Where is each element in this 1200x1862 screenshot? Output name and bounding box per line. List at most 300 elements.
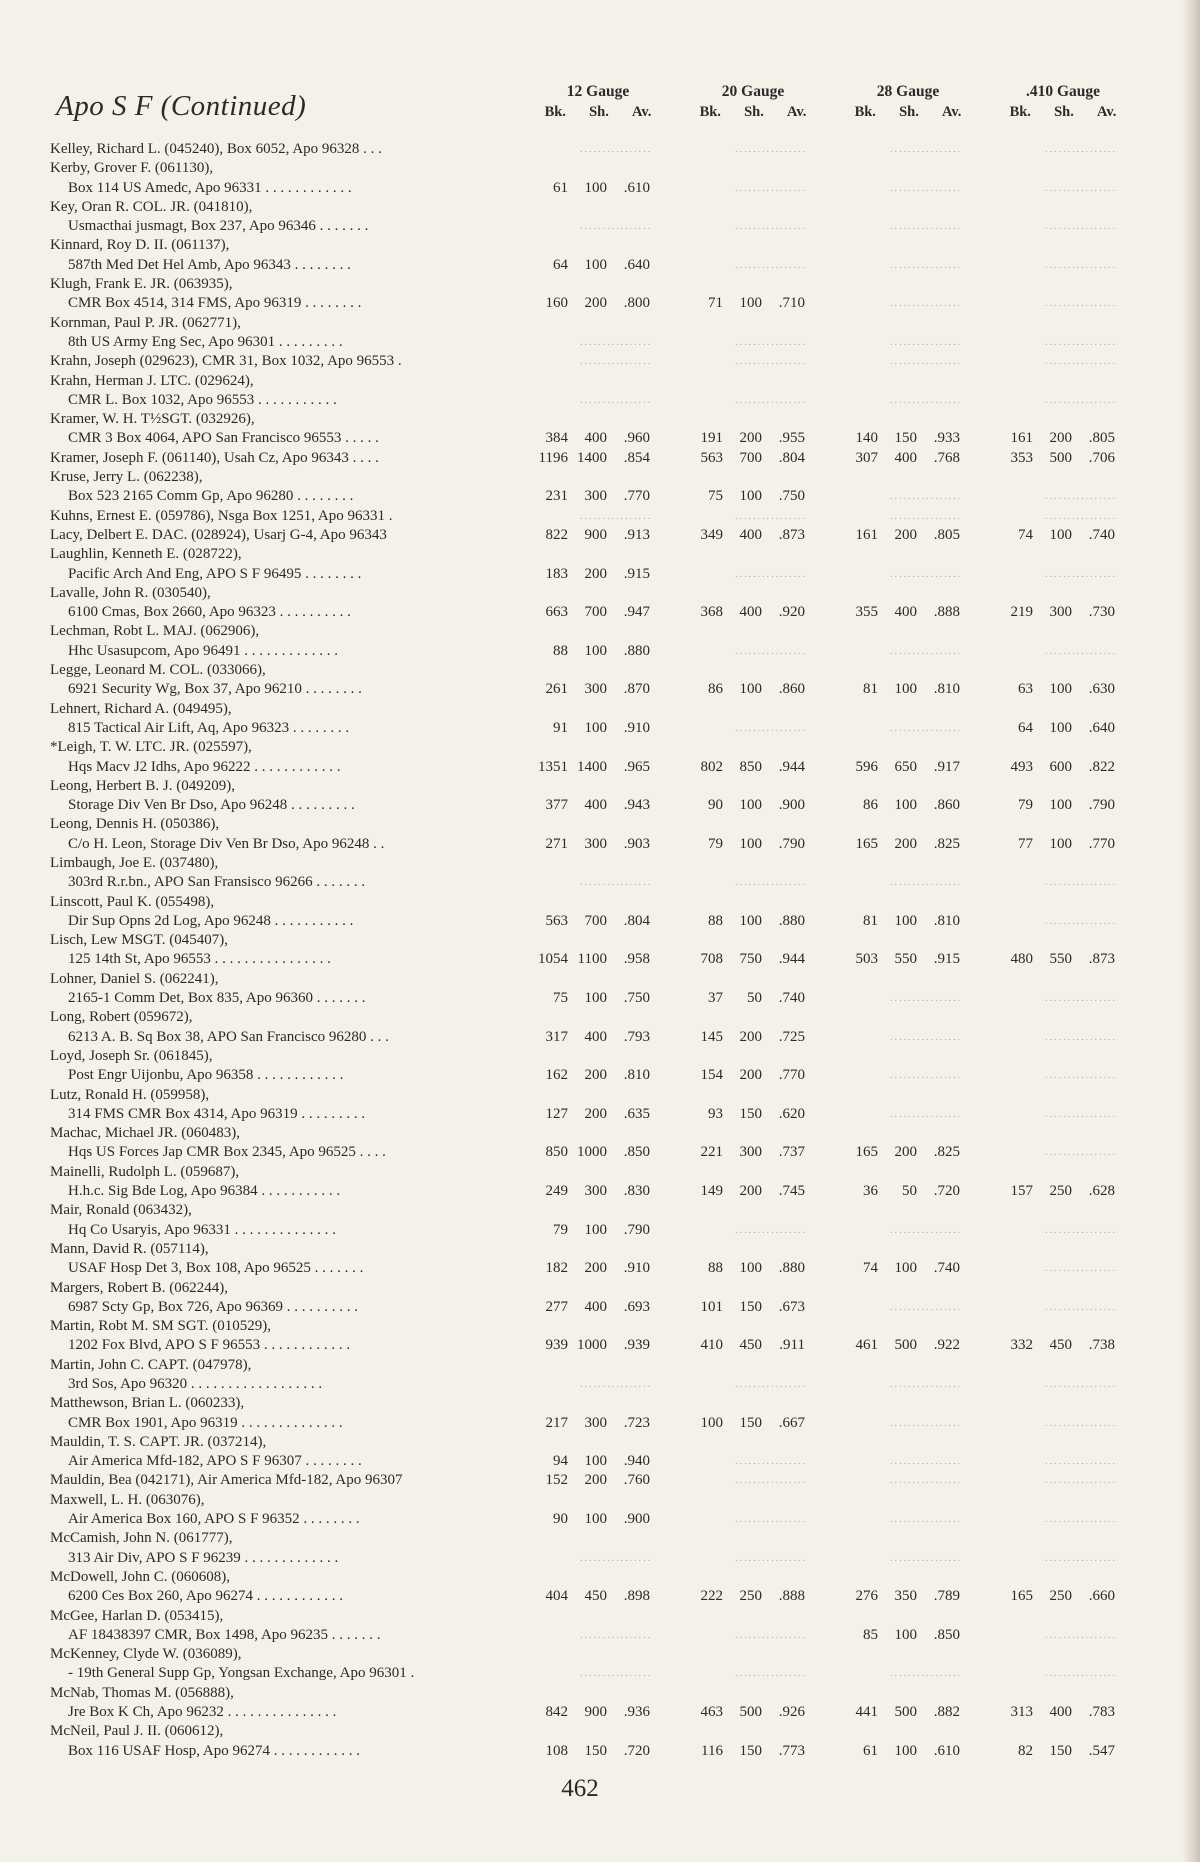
- score-average: .965: [623, 758, 650, 775]
- score-shot: 100: [739, 797, 762, 814]
- entry-address-line: [0, 835, 1200, 854]
- entry-name: Matthewson, Brian L. (060233),: [50, 1395, 245, 1412]
- score-average: .911: [779, 1337, 805, 1354]
- entry-name: Kuhns, Ernest E. (059786), Nsga Box 1251, Apo 96331 .: [50, 507, 393, 524]
- empty-score-dots: . . . . . . . . . . . . . . . .: [890, 993, 960, 1004]
- entry-address-line: [0, 179, 1200, 198]
- score-average: .810: [623, 1067, 650, 1084]
- entry-address-line: [0, 603, 1200, 622]
- score-broken: 1351: [538, 758, 568, 775]
- empty-score-dots: . . . . . . . . . . . . . . . .: [890, 722, 960, 733]
- score-shot: 100: [1049, 526, 1072, 543]
- entry-address: CMR Box 4514, 314 FMS, Apo 96319 . . . . . . . .: [68, 295, 362, 312]
- score-shot: 700: [584, 604, 607, 621]
- empty-score-dots: . . . . . . . . . . . . . . . .: [735, 510, 805, 521]
- score-shot: 300: [1049, 604, 1072, 621]
- score-shot: 1100: [577, 951, 607, 968]
- entry-address-line: [0, 391, 1200, 410]
- empty-score-dots: . . . . . . . . . . . . . . . .: [1045, 221, 1115, 232]
- score-broken: 271: [545, 835, 568, 852]
- score-average: .910: [623, 1260, 650, 1277]
- empty-score-dots: . . . . . . . . . . . . . . . .: [1045, 394, 1115, 405]
- score-average: .873: [778, 526, 805, 543]
- score-average: .667: [778, 1414, 805, 1431]
- score-average: .640: [1088, 719, 1115, 736]
- score-average: .955: [778, 430, 805, 447]
- score-average: .940: [623, 1453, 650, 1470]
- score-broken: 81: [863, 681, 878, 698]
- score-broken: 842: [545, 1704, 568, 1721]
- col-sh: Sh.: [1054, 104, 1074, 120]
- score-shot: 200: [739, 430, 762, 447]
- entry-name: Leong, Herbert B. J. (049209),: [50, 777, 235, 794]
- page-number: 462: [561, 1775, 599, 1802]
- score-shot: 100: [739, 1260, 762, 1277]
- score-shot: 400: [894, 449, 917, 466]
- score-broken: 708: [700, 951, 723, 968]
- score-broken: 108: [545, 1742, 568, 1759]
- score-broken: 231: [545, 488, 568, 505]
- score-broken: 86: [708, 681, 723, 698]
- empty-score-dots: . . . . . . . . . . . . . . . .: [735, 1514, 805, 1525]
- score-average: .770: [778, 1067, 805, 1084]
- entry-name: *Leigh, T. W. LTC. JR. (025597),: [50, 739, 252, 756]
- score-shot: 100: [1049, 681, 1072, 698]
- entry-name: Limbaugh, Joe E. (037480),: [50, 854, 219, 871]
- score-broken: 596: [855, 758, 878, 775]
- entry-address: 125 14th St, Apo 96553 . . . . . . . . . . . . . . . .: [68, 951, 331, 968]
- score-average: .947: [623, 604, 650, 621]
- score-average: .723: [623, 1414, 650, 1431]
- score-average: .913: [623, 526, 650, 543]
- entry-address-line: [0, 1066, 1200, 1085]
- score-average: .770: [1088, 835, 1115, 852]
- score-broken: 152: [545, 1472, 568, 1489]
- empty-score-dots: . . . . . . . . . . . . . . . .: [890, 877, 960, 888]
- empty-score-dots: . . . . . . . . . . . . . . . .: [735, 1456, 805, 1467]
- entry-name: Lacy, Delbert E. DAC. (028924), Usarj G-4, Apo 96343: [50, 526, 387, 543]
- col-bk: Bk.: [1009, 104, 1031, 120]
- entry-name: Laughlin, Kenneth E. (028722),: [50, 546, 242, 563]
- entry-address-line: [0, 1510, 1200, 1529]
- entry-address: CMR L. Box 1032, Apo 96553 . . . . . . . . . . .: [68, 391, 337, 408]
- score-shot: 200: [1049, 430, 1072, 447]
- empty-score-dots: . . . . . . . . . . . . . . . .: [735, 568, 805, 579]
- score-shot: 150: [739, 1414, 762, 1431]
- col-sh: Sh.: [589, 104, 609, 120]
- score-broken: 79: [1018, 797, 1033, 814]
- score-broken: 441: [855, 1704, 878, 1721]
- score-shot: 500: [894, 1337, 917, 1354]
- entry-name-line: [0, 931, 1200, 950]
- empty-score-dots: . . . . . . . . . . . . . . . .: [1045, 915, 1115, 926]
- score-average: .850: [933, 1626, 960, 1643]
- score-shot: 150: [1049, 1742, 1072, 1759]
- score-average: .800: [623, 295, 650, 312]
- entry-name: Leong, Dennis H. (050386),: [50, 816, 220, 833]
- empty-score-dots: . . . . . . . . . . . . . . . .: [1045, 1031, 1115, 1042]
- col-av: Av.: [1096, 104, 1117, 120]
- score-shot: 200: [584, 295, 607, 312]
- score-shot: 200: [894, 835, 917, 852]
- score-broken: 88: [708, 1260, 723, 1277]
- score-broken: 149: [700, 1183, 723, 1200]
- empty-score-dots: . . . . . . . . . . . . . . . .: [1045, 336, 1115, 347]
- score-shot: 200: [584, 1472, 607, 1489]
- entry-name-line: [0, 893, 1200, 912]
- entry-address-line: [0, 873, 1200, 892]
- score-shot: 300: [739, 1144, 762, 1161]
- score-average: .825: [933, 835, 960, 852]
- empty-score-dots: . . . . . . . . . . . . . . . .: [890, 1031, 960, 1042]
- entry-name-line: [0, 700, 1200, 719]
- score-broken: 384: [545, 430, 568, 447]
- entry-address-line: [0, 1626, 1200, 1645]
- score-average: .745: [778, 1183, 805, 1200]
- entry-address-line: [0, 1298, 1200, 1317]
- score-average: .740: [1088, 526, 1115, 543]
- empty-score-dots: . . . . . . . . . . . . . . . .: [580, 1629, 650, 1640]
- score-shot: 100: [584, 1511, 607, 1528]
- score-average: .900: [778, 797, 805, 814]
- entry-name: Kelley, Richard L. (045240), Box 6052, Apo 96328 . . .: [50, 141, 382, 157]
- entry-name-line: [0, 661, 1200, 680]
- score-broken: 79: [708, 835, 723, 852]
- entry-address: - 19th General Supp Gp, Yongsan Exchange, Apo 96301 .: [68, 1665, 415, 1682]
- score-broken: 313: [1010, 1704, 1033, 1721]
- score-broken: 88: [708, 912, 723, 929]
- score-shot: 750: [739, 951, 762, 968]
- empty-score-dots: . . . . . . . . . . . . . . . .: [1045, 1456, 1115, 1467]
- empty-score-dots: . . . . . . . . . . . . . . . .: [735, 394, 805, 405]
- score-shot: 100: [584, 179, 607, 196]
- empty-score-dots: . . . . . . . . . . . . . . . .: [890, 394, 960, 405]
- empty-score-dots: . . . . . . . . . . . . . . . .: [735, 1475, 805, 1486]
- score-shot: 400: [584, 1028, 607, 1045]
- score-average: .810: [933, 912, 960, 929]
- empty-score-dots: . . . . . . . . . . . . . . . .: [580, 1668, 650, 1679]
- entry-name-line: [0, 352, 1200, 371]
- score-broken: 94: [553, 1453, 568, 1470]
- entry-address: 6213 A. B. Sq Box 38, APO San Francisco 96280 . . .: [68, 1028, 389, 1045]
- score-shot: 550: [894, 951, 917, 968]
- score-broken: 154: [700, 1067, 723, 1084]
- entry-address-line: [0, 333, 1200, 352]
- empty-score-dots: . . . . . . . . . . . . . . . .: [1045, 1070, 1115, 1081]
- score-shot: 200: [584, 1260, 607, 1277]
- empty-score-dots: . . . . . . . . . . . . . . . .: [1045, 259, 1115, 270]
- entry-address: Box 116 USAF Hosp, Apo 96274 . . . . . . . . . . . .: [68, 1742, 360, 1759]
- score-shot: 100: [739, 912, 762, 929]
- score-average: .789: [933, 1588, 960, 1605]
- score-shot: 600: [1049, 758, 1072, 775]
- score-shot: 100: [584, 990, 607, 1007]
- entry-name-line: [0, 584, 1200, 603]
- entry-name: Krahn, Joseph (029623), CMR 31, Box 1032, Apo 96553 .: [50, 353, 402, 370]
- empty-score-dots: . . . . . . . . . . . . . . . .: [1045, 1668, 1115, 1679]
- score-broken: 127: [545, 1105, 568, 1122]
- entry-name-line: [0, 1394, 1200, 1413]
- score-average: .740: [933, 1260, 960, 1277]
- empty-score-dots: . . . . . . . . . . . . . . . .: [890, 491, 960, 502]
- score-average: .898: [623, 1588, 650, 1605]
- entry-name-line: [0, 507, 1200, 526]
- entry-address-line: [0, 642, 1200, 661]
- entry-address: 815 Tactical Air Lift, Aq, Apo 96323 . . . . . . . .: [68, 719, 350, 736]
- empty-score-dots: . . . . . . . . . . . . . . . .: [580, 394, 650, 405]
- empty-score-dots: . . . . . . . . . . . . . . . .: [1045, 1552, 1115, 1563]
- entry-name-line: [0, 1491, 1200, 1510]
- gauge-header-28: [843, 82, 973, 122]
- entry-address-line: [0, 1452, 1200, 1471]
- score-shot: 450: [584, 1588, 607, 1605]
- score-average: .693: [623, 1298, 650, 1315]
- score-average: .910: [623, 719, 650, 736]
- score-broken: 317: [545, 1028, 568, 1045]
- entry-name-line: [0, 1240, 1200, 1259]
- score-average: .804: [778, 449, 805, 466]
- empty-score-dots: . . . . . . . . . . . . . . . .: [1045, 510, 1115, 521]
- gauge-label: 12 Gauge: [566, 83, 630, 100]
- empty-score-dots: . . . . . . . . . . . . . . . .: [890, 336, 960, 347]
- score-average: .860: [933, 797, 960, 814]
- empty-score-dots: . . . . . . . . . . . . . . . .: [735, 182, 805, 193]
- score-broken: 377: [545, 797, 568, 814]
- entry-name: Kramer, W. H. T½SGT. (032926),: [50, 411, 255, 428]
- score-shot: 700: [584, 912, 607, 929]
- score-broken: 1196: [538, 449, 568, 466]
- empty-score-dots: . . . . . . . . . . . . . . . .: [890, 1552, 960, 1563]
- empty-score-dots: . . . . . . . . . . . . . . . .: [890, 510, 960, 521]
- entry-name-line: [0, 1568, 1200, 1587]
- score-average: .915: [623, 565, 650, 582]
- empty-score-dots: . . . . . . . . . . . . . . . .: [890, 568, 960, 579]
- score-average: .936: [623, 1704, 650, 1721]
- entry-name: McGee, Harlan D. (053415),: [50, 1607, 224, 1624]
- empty-score-dots: . . . . . . . . . . . . . . . .: [890, 298, 960, 309]
- score-shot: 100: [1049, 835, 1072, 852]
- entry-address: 3rd Sos, Apo 96320 . . . . . . . . . . . . . . . . . .: [68, 1376, 323, 1392]
- entry-name: Martin, Robt M. SM SGT. (010529),: [50, 1318, 271, 1335]
- entry-address-line: [0, 1259, 1200, 1278]
- score-broken: 161: [855, 526, 878, 543]
- empty-score-dots: . . . . . . . . . . . . . . . .: [890, 1475, 960, 1486]
- score-shot: 100: [739, 835, 762, 852]
- empty-score-dots: . . . . . . . . . . . . . . . .: [735, 144, 805, 154]
- score-shot: 200: [739, 1067, 762, 1084]
- empty-score-dots: . . . . . . . . . . . . . . . .: [890, 182, 960, 193]
- empty-score-dots: . . . . . . . . . . . . . . . .: [580, 221, 650, 232]
- empty-score-dots: . . . . . . . . . . . . . . . .: [1045, 1629, 1115, 1640]
- empty-score-dots: . . . . . . . . . . . . . . . .: [1045, 298, 1115, 309]
- entry-name: Kinnard, Roy D. II. (061137),: [50, 237, 230, 254]
- empty-score-dots: . . . . . . . . . . . . . . . .: [580, 144, 650, 154]
- empty-score-dots: . . . . . . . . . . . . . . . .: [735, 1629, 805, 1640]
- empty-score-dots: . . . . . . . . . . . . . . . .: [735, 336, 805, 347]
- entry-name: Lohner, Daniel S. (062241),: [50, 970, 219, 987]
- score-average: .750: [778, 488, 805, 505]
- score-shot: 150: [739, 1742, 762, 1759]
- score-broken: 307: [855, 449, 878, 466]
- score-shot: 200: [739, 1028, 762, 1045]
- score-broken: 410: [700, 1337, 723, 1354]
- empty-score-dots: . . . . . . . . . . . . . . . .: [580, 336, 650, 347]
- score-average: .804: [623, 912, 650, 929]
- score-broken: 480: [1010, 951, 1033, 968]
- score-shot: 400: [894, 604, 917, 621]
- col-av: Av.: [786, 104, 807, 120]
- empty-score-dots: . . . . . . . . . . . . . . . .: [890, 1379, 960, 1389]
- entry-name: Klugh, Frank E. JR. (063935),: [50, 276, 233, 293]
- score-average: .628: [1088, 1183, 1115, 1200]
- gauge-header-12: [533, 82, 663, 122]
- entry-address: Air America Box 160, APO S F 96352 . . . . . . . .: [68, 1511, 360, 1528]
- entry-name: Loyd, Joseph Sr. (061845),: [50, 1047, 213, 1064]
- score-broken: 79: [553, 1221, 568, 1238]
- entries-list: [0, 140, 1200, 1761]
- score-shot: 450: [1049, 1337, 1072, 1354]
- entry-address: Dir Sup Opns 2d Log, Apo 96248 . . . . . . . . . . .: [68, 912, 354, 929]
- entry-address: Post Engr Uijonbu, Apo 96358 . . . . . . . . . . . .: [68, 1067, 344, 1084]
- entry-address: Jre Box K Ch, Apo 96232 . . . . . . . . . . . . . . .: [68, 1704, 337, 1721]
- score-average: .710: [778, 295, 805, 312]
- score-broken: 160: [545, 295, 568, 312]
- score-broken: 101: [700, 1298, 723, 1315]
- entry-address-line: [0, 1742, 1200, 1761]
- empty-score-dots: . . . . . . . . . . . . . . . .: [890, 1668, 960, 1679]
- entry-address-line: [0, 1549, 1200, 1568]
- entry-name-line: [0, 1529, 1200, 1548]
- empty-score-dots: . . . . . . . . . . . . . . . .: [1045, 1263, 1115, 1274]
- entry-name: Lavalle, John R. (030540),: [50, 584, 211, 601]
- empty-score-dots: . . . . . . . . . . . . . . . .: [580, 1552, 650, 1563]
- score-shot: 300: [584, 681, 607, 698]
- score-broken: 221: [700, 1144, 723, 1161]
- entry-name-line: [0, 777, 1200, 796]
- empty-score-dots: . . . . . . . . . . . . . . . .: [580, 356, 650, 367]
- score-average: .706: [1088, 449, 1115, 466]
- entry-name-line: [0, 1317, 1200, 1336]
- entry-address: Box 523 2165 Comm Gp, Apo 96280 . . . . . . . .: [68, 488, 354, 505]
- score-average: .882: [933, 1704, 960, 1721]
- entry-name-line: [0, 854, 1200, 873]
- score-shot: 550: [1049, 951, 1072, 968]
- score-shot: 300: [584, 1183, 607, 1200]
- entry-name-line: [0, 159, 1200, 178]
- score-shot: 100: [894, 1742, 917, 1759]
- gauge-header-20: [688, 82, 818, 122]
- entry-name-line: [0, 449, 1200, 468]
- score-broken: 802: [700, 758, 723, 775]
- score-broken: 563: [545, 912, 568, 929]
- score-shot: 250: [1049, 1588, 1072, 1605]
- entry-name-line: [0, 622, 1200, 641]
- score-broken: 86: [863, 797, 878, 814]
- entry-name: Mauldin, T. S. CAPT. JR. (037214),: [50, 1433, 267, 1450]
- score-shot: 400: [584, 1298, 607, 1315]
- score-average: .888: [778, 1588, 805, 1605]
- entry-address: Hhc Usasupcom, Apo 96491 . . . . . . . . . . . . .: [68, 642, 338, 659]
- score-average: .939: [623, 1337, 650, 1354]
- score-broken: 36: [863, 1183, 878, 1200]
- score-shot: 250: [1049, 1183, 1072, 1200]
- gauge-label: 20 Gauge: [721, 83, 785, 100]
- score-broken: 61: [863, 1742, 878, 1759]
- entry-address-line: [0, 758, 1200, 777]
- score-shot: 1400: [577, 449, 607, 466]
- score-broken: 503: [855, 951, 878, 968]
- entry-address: 303rd R.r.bn., APO San Fransisco 96266 . . . . . . .: [68, 874, 366, 891]
- entry-address: Hqs US Forces Jap CMR Box 2345, Apo 96525 . . . .: [68, 1144, 386, 1161]
- score-average: .547: [1088, 1742, 1115, 1759]
- entry-name-line: [0, 738, 1200, 757]
- score-shot: 200: [584, 1067, 607, 1084]
- entry-address: AF 18438397 CMR, Box 1498, Apo 96235 . . . . . . .: [68, 1626, 381, 1643]
- empty-score-dots: . . . . . . . . . . . . . . . .: [580, 877, 650, 888]
- score-shot: 500: [739, 1704, 762, 1721]
- score-average: .915: [933, 951, 960, 968]
- empty-score-dots: . . . . . . . . . . . . . . . .: [890, 645, 960, 656]
- entry-name-line: [0, 1471, 1200, 1490]
- entry-address-line: [0, 217, 1200, 236]
- score-shot: 100: [894, 681, 917, 698]
- empty-score-dots: . . . . . . . . . . . . . . . .: [1045, 1224, 1115, 1235]
- score-shot: 400: [1049, 1704, 1072, 1721]
- entry-address: Storage Div Ven Br Dso, Apo 96248 . . . . . . . . .: [68, 797, 355, 814]
- score-broken: 191: [700, 430, 723, 447]
- score-average: .750: [623, 990, 650, 1007]
- empty-score-dots: . . . . . . . . . . . . . . . .: [735, 1224, 805, 1235]
- entry-address: 8th US Army Eng Sec, Apo 96301 . . . . . . . . .: [68, 333, 343, 350]
- score-broken: 88: [553, 642, 568, 659]
- entry-address-line: [0, 565, 1200, 584]
- score-broken: 222: [700, 1588, 723, 1605]
- entry-name-line: [0, 1279, 1200, 1298]
- score-broken: 165: [1010, 1588, 1033, 1605]
- entry-name-line: [0, 1201, 1200, 1220]
- score-average: .738: [1088, 1337, 1115, 1354]
- score-broken: 276: [855, 1588, 878, 1605]
- score-shot: 200: [584, 1105, 607, 1122]
- score-shot: 100: [894, 1260, 917, 1277]
- entry-name: Kramer, Joseph F. (061140), Usah Cz, Apo 96343 . . . .: [50, 449, 379, 466]
- entry-address: 2165-1 Comm Det, Box 835, Apo 96360 . . . . . . .: [68, 990, 366, 1007]
- score-broken: 64: [553, 256, 568, 273]
- score-shot: 100: [584, 1453, 607, 1470]
- entry-name: Mann, David R. (057114),: [50, 1240, 209, 1257]
- entry-address: CMR Box 1901, Apo 96319 . . . . . . . . . . . . . .: [68, 1414, 343, 1431]
- entry-address-line: [0, 1105, 1200, 1124]
- score-average: .860: [778, 681, 805, 698]
- empty-score-dots: . . . . . . . . . . . . . . . .: [1045, 877, 1115, 888]
- score-shot: 900: [584, 1704, 607, 1721]
- score-average: .630: [1088, 681, 1115, 698]
- score-broken: 75: [708, 488, 723, 505]
- entry-address: CMR 3 Box 4064, APO San Francisco 96553 . . . . .: [68, 430, 379, 447]
- entry-address: 6200 Ces Box 260, Apo 96274 . . . . . . . . . . . .: [68, 1588, 344, 1605]
- score-broken: 217: [545, 1414, 568, 1431]
- entry-name-line: [0, 1008, 1200, 1027]
- score-average: .870: [623, 681, 650, 698]
- score-average: .830: [623, 1183, 650, 1200]
- score-shot: 100: [584, 256, 607, 273]
- score-broken: 850: [545, 1144, 568, 1161]
- score-shot: 500: [1049, 449, 1072, 466]
- score-broken: 463: [700, 1704, 723, 1721]
- score-average: .854: [623, 449, 650, 466]
- score-average: .620: [778, 1105, 805, 1122]
- entry-address-line: [0, 719, 1200, 738]
